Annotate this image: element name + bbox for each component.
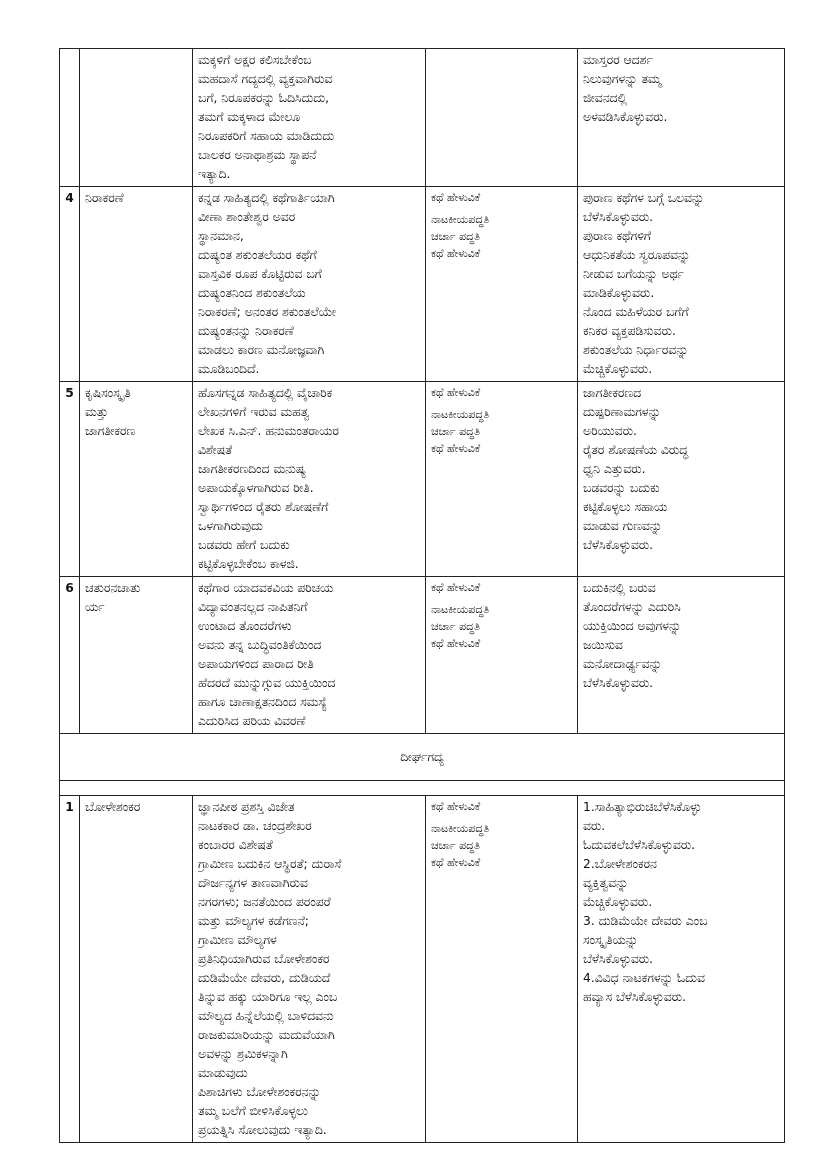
spacer-row [60, 781, 785, 796]
lesson-line: ಜಾಗತೀಕರಣ [85, 424, 136, 438]
content-line: ಅಪಾಯಗಳಿಂದ ಪಾರಾದ ರೀತಿ [198, 657, 314, 671]
row-number [60, 49, 80, 187]
content-line: ತಮ್ಮ ಬಲೆಗೆ ಬೀಳಿಸಿಕೊಳ್ಳಲು [198, 1104, 308, 1118]
methods-cell [426, 796, 578, 1143]
content-line: ತಿನ್ನುವ ಹಕ್ಕು ಯಾರಿಗೂ ಇಲ್ಲ ಎಂಬ [198, 990, 338, 1004]
methods-line: ಕಥೆ ಹೇಳುವಿಕೆ [431, 581, 481, 594]
outcomes-line: ಜೀವನದಲ್ಲಿ [583, 91, 627, 105]
content-line: ಎದುರಿಸಿದ ಪರಿಯ ವಿವರಣೆ [198, 714, 306, 728]
methods-line: ಕಥೆ ಹೇಳುವಿಕೆ [431, 800, 481, 813]
outcomes-cell [578, 382, 785, 577]
outcomes-line: ಮಾಸ್ತರರ ಆದರ್ಶ [583, 53, 653, 67]
outcomes-line: ಆಧುನಿಕತೆಯ ಸ್ವರೂಪವನ್ನು [583, 248, 691, 262]
content-cell [193, 49, 426, 187]
methods-line: ನಾಟಕೀಯಪದ್ಧತಿ [431, 213, 490, 226]
outcomes-line: 4.ವಿವಿಧ ನಾಟಕಗಳನ್ನು ಓದುವ [583, 971, 705, 985]
content-line: ಮತ್ತು ಮೌಲ್ಯಗಳ ಕಡೆಗಣನೆ; [198, 914, 309, 928]
content-line: ಮಹದಾಸೆ ಗದ್ಯದಲ್ಲಿ ವ್ಯಕ್ತವಾಗಿರುವ [198, 72, 333, 86]
methods-cell [426, 382, 578, 577]
content-line: ಒಳಗಾಗಿರುವುದು [198, 519, 263, 533]
outcomes-line: ಬೆಳೆಸಿಕೊಳ್ಳುವರು. [583, 676, 654, 690]
lesson-line: ಕೃಷಿಸಂಸ್ಕೃತಿ [85, 386, 131, 400]
methods-line: ಕಥೆ ಹೇಳುವಿಕೆ [431, 386, 481, 399]
outcomes-line: ದುಷ್ಪರಿಣಾಮಗಳನ್ನು [583, 405, 661, 419]
content-line: ಮಾಡಲು ಕಾರಣ ಮನೋಜ್ಞವಾಗಿ [198, 343, 325, 357]
outcomes-cell [578, 796, 785, 1143]
content-line: ದೌರ್ಜನ್ಯಗಳ ತಾಣವಾಗಿರುವ [198, 876, 308, 890]
methods-line: ನಾಟಕೀಯಪದ್ಧತಿ [431, 603, 490, 616]
content-line: ಸ್ವಾರ್ಥಿಗಳಿಂದ ರೈತರು ಶೋಷಣೆಗೆ [198, 500, 329, 514]
outcomes-line: ಪುರಾಣ ಕಥೆಗಳ ಬಗ್ಗೆ ಒಲವನ್ನು [583, 191, 705, 205]
outcomes-line: ಮಾಡುವ ಗುಣವನ್ನು [583, 519, 663, 533]
outcomes-line: ಅರಿಯುವರು. [583, 424, 637, 438]
content-line: ಹೊಸಗನ್ನಡ ಸಾಹಿತ್ಯದಲ್ಲಿ ವೈಚಾರಿಕ [198, 386, 333, 400]
content-cell [193, 577, 426, 734]
lesson-title-cell [80, 187, 193, 382]
outcomes-line: ಮನೋದಾರ್ಢ್ಯವನ್ನು [583, 657, 662, 671]
outcomes-line: ಬೆಳೆಸಿಕೊಳ್ಳುವರು. [583, 952, 654, 966]
outcomes-line: ರೈತರ ಶೋಷಣೆಯ ವಿರುದ್ಧ [583, 443, 689, 457]
table-row [60, 49, 785, 187]
content-line: ಅಪಾಯಕ್ಕೊಳಗಾಗಿರುವ ರೀತಿ. [198, 481, 314, 495]
section-title: ದೀರ್ಘಗದ್ಯ [60, 734, 785, 781]
outcomes-line: 3. ದುಡಿಮೆಯೇ ದೇವರು ಎಂಬ [583, 914, 708, 928]
outcomes-line: ಬಡವರನ್ನು ಬದುಕು [583, 481, 660, 495]
methods-line: ಚರ್ಚಾ ಪದ್ಧತಿ [431, 425, 480, 438]
outcomes-line: ಬೆಳೆಸಿಕೊಳ್ಳುವರು. [583, 538, 654, 552]
content-line: ದುಷ್ಯಂತ ಶಕುಂತಲೆಯರ ಕಥೆಗೆ [198, 248, 317, 262]
content-line: ಲೇಖನಗಳಿಗೆ ಇರುವ ಮಹತ್ವ [198, 405, 310, 419]
content-line: ವೀಣಾ ಶಾಂತೇಶ್ವರ ಅವರ [198, 210, 296, 224]
content-cell [193, 796, 426, 1143]
content-line: ನಾಟಕಕಾರ ಡಾ. ಚಂದ್ರಶೇಖರ [198, 819, 312, 833]
lesson-title-cell [80, 49, 193, 187]
content-line: ಮೌಲ್ಯದ ಹಿನ್ನೆಲೆಯಲ್ಲಿ ಬಾಳಿದವನು [198, 1009, 334, 1023]
outcomes-line: ಮಾಡಿಕೊಳ್ಳುವರು. [583, 286, 655, 300]
content-line: ದುಷ್ಯಂತನನ್ನು ನಿರಾಕರಣೆ [198, 324, 294, 338]
outcomes-line: ಮೆಚ್ಚಿಕೊಳ್ಳುವರು. [583, 895, 653, 909]
outcomes-line: ಸಂಸ್ಕೃತಿಯನ್ನು [583, 933, 639, 947]
outcomes-line: ಕಟ್ಟಿಕೊಳ್ಳಲು ಸಹಾಯ [583, 500, 668, 514]
lesson-title-cell [80, 382, 193, 577]
table-row [60, 187, 785, 382]
content-line: ಬಗೆ, ನಿರೂಪಕರನ್ನು ಓದಿಸಿದುದು, [198, 91, 330, 105]
methods-line: ಕಥೆ ಹೇಳುವಿಕೆ [431, 637, 481, 650]
section-header-row [60, 734, 785, 781]
outcomes-cell [578, 49, 785, 187]
lesson-line: ಬೋಳೇಶಂಕರ [85, 800, 141, 814]
methods-line: ಚರ್ಚಾ ಪದ್ಧತಿ [431, 839, 480, 852]
methods-line: ಚರ್ಚಾ ಪದ್ಧತಿ [431, 620, 480, 633]
content-line: ಬಾಲಕರ ಅನಾಥಾಶ್ರಮ ಸ್ಥಾಪನೆ [198, 148, 317, 162]
content-line: ಜಾಗತೀಕರಣದಿಂದ ಮನುಷ್ಯ [198, 462, 306, 476]
methods-line: ಕಥೆ ಹೇಳುವಿಕೆ [431, 856, 481, 869]
table-row [60, 577, 785, 734]
content-line: ರಾಜಕುಮಾರಿಯನ್ನು ಮದುವೆಯಾಗಿ [198, 1028, 335, 1042]
methods-line: ಕಥೆ ಹೇಳುವಿಕೆ [431, 442, 481, 455]
content-line: ತಮಗೆ ಮಕ್ಕಳಾದ ಮೇಲೂ [198, 110, 301, 124]
content-line: ಗ್ರಾಮೀಣ ಬದುಕಿನ ಆಸ್ಥಿರತೆ; ದುರಾಸೆ [198, 857, 342, 871]
content-line: ನಗರಗಳು; ಜನತೆಯಿಂದ ಪರಂಪರೆ [198, 895, 331, 909]
content-line: ಮಕ್ಕಳಿಗೆ ಅಕ್ಷರ ಕಲಿಸಬೇಕೆಂಬ [198, 53, 312, 67]
methods-line: ನಾಟಕೀಯಪದ್ಧತಿ [431, 408, 490, 421]
methods-cell [426, 49, 578, 187]
outcomes-line: ಕನಿಕರ ವ್ಯಕ್ತಪಡಿಸುವರು. [583, 324, 676, 338]
outcomes-line: ಜಾಗತೀಕರಣದ [583, 386, 642, 400]
content-line: ಮಾಡುವುದು [198, 1066, 248, 1080]
content-line: ಸ್ಥಾನಮಾನ, [198, 229, 244, 243]
content-line: ದುಡಿಮೆಯೇ ದೇವರು, ದುಡಿಯದೆ [198, 971, 331, 985]
outcomes-line: ವ್ಯಕ್ತಿತ್ವವನ್ನು [583, 876, 629, 890]
content-line: ಅವನು ತನ್ನ ಬುದ್ಧಿವಂತಿಕೆಯಿಂದ [198, 638, 322, 652]
content-line: ಉಂಟಾದ ತೊಂದರೆಗಳು [198, 619, 292, 633]
content-line: ವಿದ್ಯಾವಂತನಲ್ಲದ ನಾಪಿತನಿಗೆ [198, 600, 308, 614]
lesson-line: ಮತ್ತು [85, 405, 109, 419]
content-cell [193, 187, 426, 382]
content-line: ಗ್ರಾಮೀಣ ಮೌಲ್ಯಗಳ [198, 933, 277, 947]
outcomes-line: ಬೆಳೆಸಿಕೊಳ್ಳುವರು. [583, 210, 654, 224]
content-line: ಕಥೆಗಾರ ಯಾದವಕವಿಯ ಪರಿಚಯ [198, 581, 334, 595]
content-line: ವಾಸ್ತವಿಕ ರೂಪ ಕೊಟ್ಟಿರುವ ಬಗೆ [198, 267, 322, 281]
outcomes-line: ಜಯಿಸುವ [583, 638, 623, 652]
row-number: 6 [60, 577, 80, 734]
methods-line: ಚರ್ಚಾ ಪದ್ಧತಿ [431, 230, 480, 243]
outcomes-cell [578, 187, 785, 382]
methods-cell [426, 577, 578, 734]
outcomes-line: 2.ಬೋಳೇಶಂಕರನ [583, 857, 657, 871]
outcomes-line: ನಿಲುವುಗಳನ್ನು ತಮ್ಮ [583, 72, 662, 86]
row-number: 5 [60, 382, 80, 577]
outcomes-cell [578, 577, 785, 734]
outcomes-line: ಬದುಕಿನಲ್ಲಿ ಬರುವ [583, 581, 656, 595]
content-line: ಪ್ರತಿನಿಧಿಯಾಗಿರುವ ಬೋಳೇಶಂಕರ [198, 952, 330, 966]
content-line: ಹಾಗೂ ಚಾಣಾಕ್ಷತನದಿಂದ ಸಮಸ್ಯೆ [198, 695, 328, 709]
outcomes-line: ಅಳವಡಿಸಿಕೊಳ್ಳುವರು. [583, 110, 668, 124]
outcomes-line: ವರು. [583, 819, 606, 833]
content-line: ಇತ್ಯಾದಿ. [198, 167, 231, 181]
lesson-title-cell [80, 577, 193, 734]
content-line: ಬಡವರು ಹೇಗೆ ಬದುಕು [198, 538, 290, 552]
outcomes-line: ಧ್ವನಿ ಎತ್ತುವರು. [583, 462, 646, 476]
content-line: ನಿರಾಕರಣೆ; ಅನಂತರ ಶಕುಂತಲೆಯೇ [198, 305, 336, 319]
outcomes-line: ಯುಕ್ತಿಯಿಂದ ಅವುಗಳನ್ನು [583, 619, 682, 633]
content-line: ಜ್ಞಾನಪೀಠ ಪ್ರಶಸ್ತಿ ವಿಜೇತ [198, 800, 295, 814]
table-row [60, 796, 785, 1143]
content-line: ಹೆದರದೆ ಮುನ್ನುಗ್ಗುವ ಯುಕ್ತಿಯಿಂದ [198, 676, 336, 690]
content-line: ಅವಳನ್ನು ಶ್ರಮಿಕಳನ್ನಾಗಿ [198, 1047, 288, 1061]
outcomes-line: ಪುರಾಣ ಕಥೆಗಳಿಗೆ [583, 229, 651, 243]
row-number: 1 [60, 796, 80, 1143]
content-line: ಕಂಬಾರರ ವಿಶೇಷತೆ [198, 838, 273, 852]
outcomes-line: ಹವ್ಯಾಸ ಬೆಳೆಸಿಕೊಳ್ಳುವರು. [583, 990, 686, 1004]
content-line: ಪಿಶಾಚಿಗಳು ಬೋಳೇಶಂಕರನನ್ನು [198, 1085, 321, 1099]
outcomes-line: ಮೆಚ್ಚಿಕೊಳ್ಳುವರು. [583, 362, 653, 376]
lesson-line: ನಿರಾಕರಣೆ [85, 191, 124, 205]
methods-line: ಕಥೆ ಹೇಳುವಿಕೆ [431, 247, 481, 260]
outcomes-line: ಶಕುಂತಲೆಯ ನಿರ್ಧಾರವನ್ನು [583, 343, 689, 357]
outcomes-line: ನೊಂದ ಮಹಿಳೆಯರ ಬಗೆಗೆ [583, 305, 689, 319]
content-line: ಕನ್ನಡ ಸಾಹಿತ್ಯದಲ್ಲಿ ಕಥೆಗಾರ್ತಿಯಾಗಿ [198, 191, 335, 205]
methods-cell [426, 187, 578, 382]
syllabus-table [59, 48, 785, 1143]
content-line: ದುಷ್ಯಂತನಿಂದ ಶಕುಂತಲೆಯ [198, 286, 306, 300]
methods-line: ನಾಟಕೀಯಪದ್ಧತಿ [431, 822, 490, 835]
table-row [60, 382, 785, 577]
lesson-title-cell [80, 796, 193, 1143]
content-cell [193, 382, 426, 577]
lesson-line: ರ್ಯ [85, 600, 105, 614]
outcomes-line: ಓದುವಕಲೆಬೆಳೆಸಿಕೊಳ್ಳುವರು. [583, 838, 696, 852]
content-line: ಪ್ರಯತ್ನಿಸಿ ಸೋಲುವುದು ಇತ್ಯಾದಿ. [198, 1123, 327, 1137]
content-line: ಲೇಖಕ ಸಿ.ಎನ್. ಹನುಮಂತರಾಯರ [198, 424, 339, 438]
content-line: ವಿಶೇಷತೆ [198, 443, 233, 457]
lesson-line: ಚತುರನಚಾತು [85, 581, 141, 595]
content-line: ನಿರೂಪಕರಿಗೆ ಸಹಾಯ ಮಾಡಿದುದು [198, 129, 335, 143]
row-number: 4 [60, 187, 80, 382]
methods-line: ಕಥೆ ಹೇಳುವಿಕೆ [431, 191, 481, 204]
outcomes-line: ತೊಂದರೆಗಳನ್ನು ಎದುರಿಸಿ [583, 600, 681, 614]
outcomes-line: ನೀಡುವ ಬಗೆಯನ್ನು ಅರ್ಥ [583, 267, 684, 281]
content-line: ಮೂಡಿಬಂದಿದೆ. [198, 362, 260, 376]
outcomes-line: 1.ಸಾಹಿತ್ಯಾಭಿರುಚಿಬೆಳೆಸಿಕೊಳ್ಳು [583, 800, 702, 814]
content-line: ಕಟ್ಟಿಕೊಳ್ಳಬೇಕೆಂಬ ಕಾಳಜಿ. [198, 557, 299, 571]
